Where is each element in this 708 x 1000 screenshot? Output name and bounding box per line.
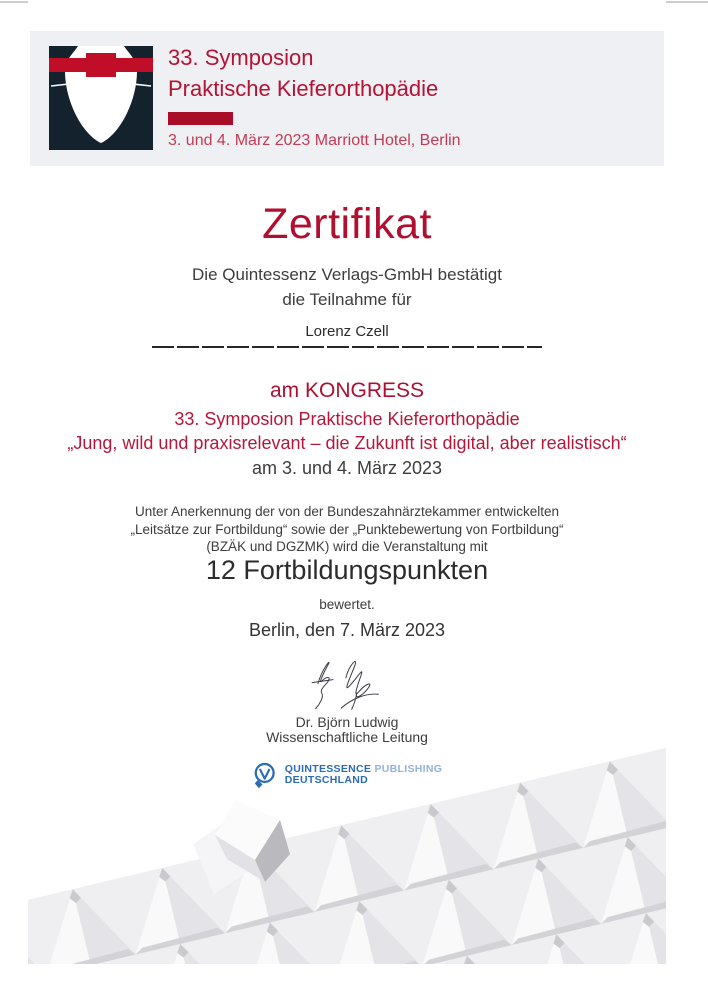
recognition-text bbox=[28, 503, 666, 556]
intro-line2: die Teilnahme für bbox=[282, 290, 412, 309]
event-name: 33. Symposion Praktische Kieferorthopädie bbox=[174, 409, 520, 429]
publisher-name-suffix: PUBLISHING bbox=[374, 763, 443, 775]
header-band bbox=[30, 31, 664, 166]
signer-name: Dr. Björn Ludwig bbox=[295, 714, 399, 730]
recognition-line3: (BZÄK und DGZMK) wird die Veranstaltung mit bbox=[206, 539, 488, 554]
tooth-braces-logo-icon bbox=[49, 46, 153, 150]
certificate-title: Zertifikat bbox=[262, 200, 432, 248]
publisher-name: QUINTESSENCE bbox=[284, 763, 372, 775]
handwritten-signature-icon bbox=[272, 650, 422, 714]
recognition-line1: Unter Anerkennung der von der Bundeszahnärztekammer entwickelten bbox=[135, 504, 559, 519]
signature-underline bbox=[152, 346, 542, 348]
event-label: am KONGRESS bbox=[269, 379, 425, 402]
event-motto: „Jung, wild und praxisrelevant – die Zukunft ist digital, aber realistisch“ bbox=[67, 433, 627, 453]
header-date-location: 3. und 4. März 2023 Marriott Hotel, Berlin bbox=[168, 132, 461, 149]
header-title-line1: 33. Symposion bbox=[168, 45, 314, 70]
triangle-pattern bbox=[28, 724, 666, 964]
header-red-bar bbox=[168, 112, 233, 125]
certificate-page bbox=[28, 0, 666, 964]
signer-role: Wissenschaftliche Leitung bbox=[266, 729, 428, 745]
issue-place-date: Berlin, den 7. März 2023 bbox=[248, 620, 446, 640]
intro-text bbox=[28, 262, 666, 312]
points-suffix: bewertet. bbox=[319, 597, 375, 612]
participant-name: Lorenz Czell bbox=[305, 323, 389, 340]
recognition-line2: „Leitsätze zur Fortbildung“ sowie der „Punktebewertung von Fortbildung“ bbox=[130, 521, 564, 537]
publisher-country: DEUTSCHLAND bbox=[284, 774, 368, 786]
header-title-line2: Praktische Kieferorthopädie bbox=[168, 76, 439, 101]
cme-points: 12 Fortbildungspunkten bbox=[205, 555, 489, 585]
intro-line1: Die Quintessenz Verlags-GmbH bestätigt bbox=[192, 265, 502, 284]
event-date: am 3. und 4. März 2023 bbox=[251, 458, 443, 478]
